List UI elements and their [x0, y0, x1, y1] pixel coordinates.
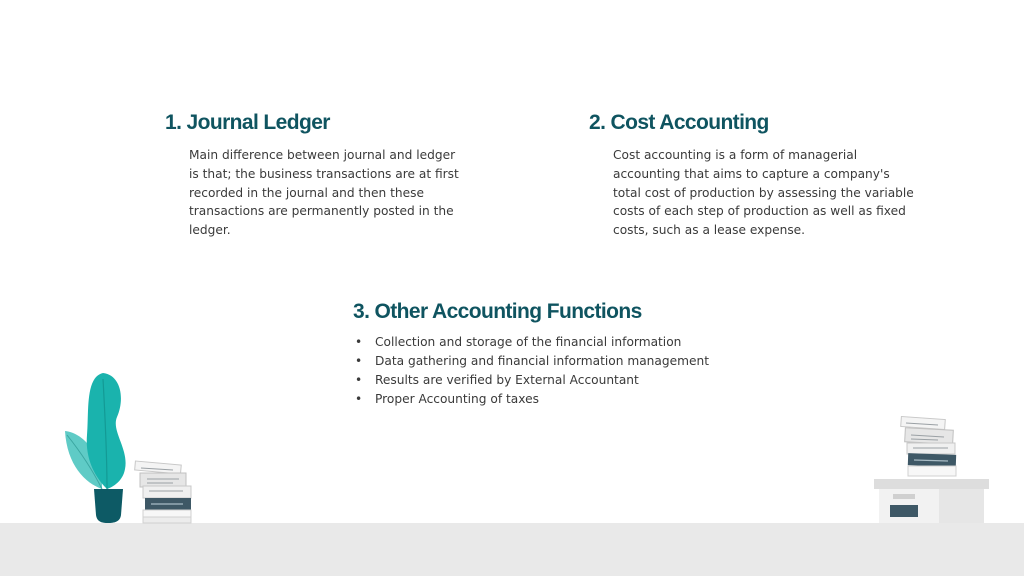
- floor-band: [0, 523, 1024, 576]
- journal-ledger-title: 1. Journal Ledger: [165, 111, 330, 134]
- list-item: • Proper Accounting of taxes: [355, 390, 709, 409]
- list-item: • Collection and storage of the financial information: [355, 333, 709, 352]
- journal-ledger-description: Main difference between journal and ledger is that; the business transactions are at first recorded in the journal and then these transactions are permanently posted in the ledger.: [189, 148, 459, 238]
- cost-accounting-description: Cost accounting is a form of managerial accounting that aims to capture a company's total cost of production by assessing the variable costs of each step of production as well as fixed costs, such as a lease expense.: [613, 148, 914, 238]
- list-item: • Results are verified by External Accountant: [355, 371, 709, 390]
- cost-accounting-title: 2. Cost Accounting: [589, 111, 769, 134]
- list-item: • Data gathering and financial information management: [355, 352, 709, 371]
- potted-plant-icon: [55, 365, 200, 527]
- document-box-icon: [868, 412, 994, 526]
- other-functions-list: [355, 333, 709, 409]
- other-functions-title: 3. Other Accounting Functions: [353, 300, 642, 323]
